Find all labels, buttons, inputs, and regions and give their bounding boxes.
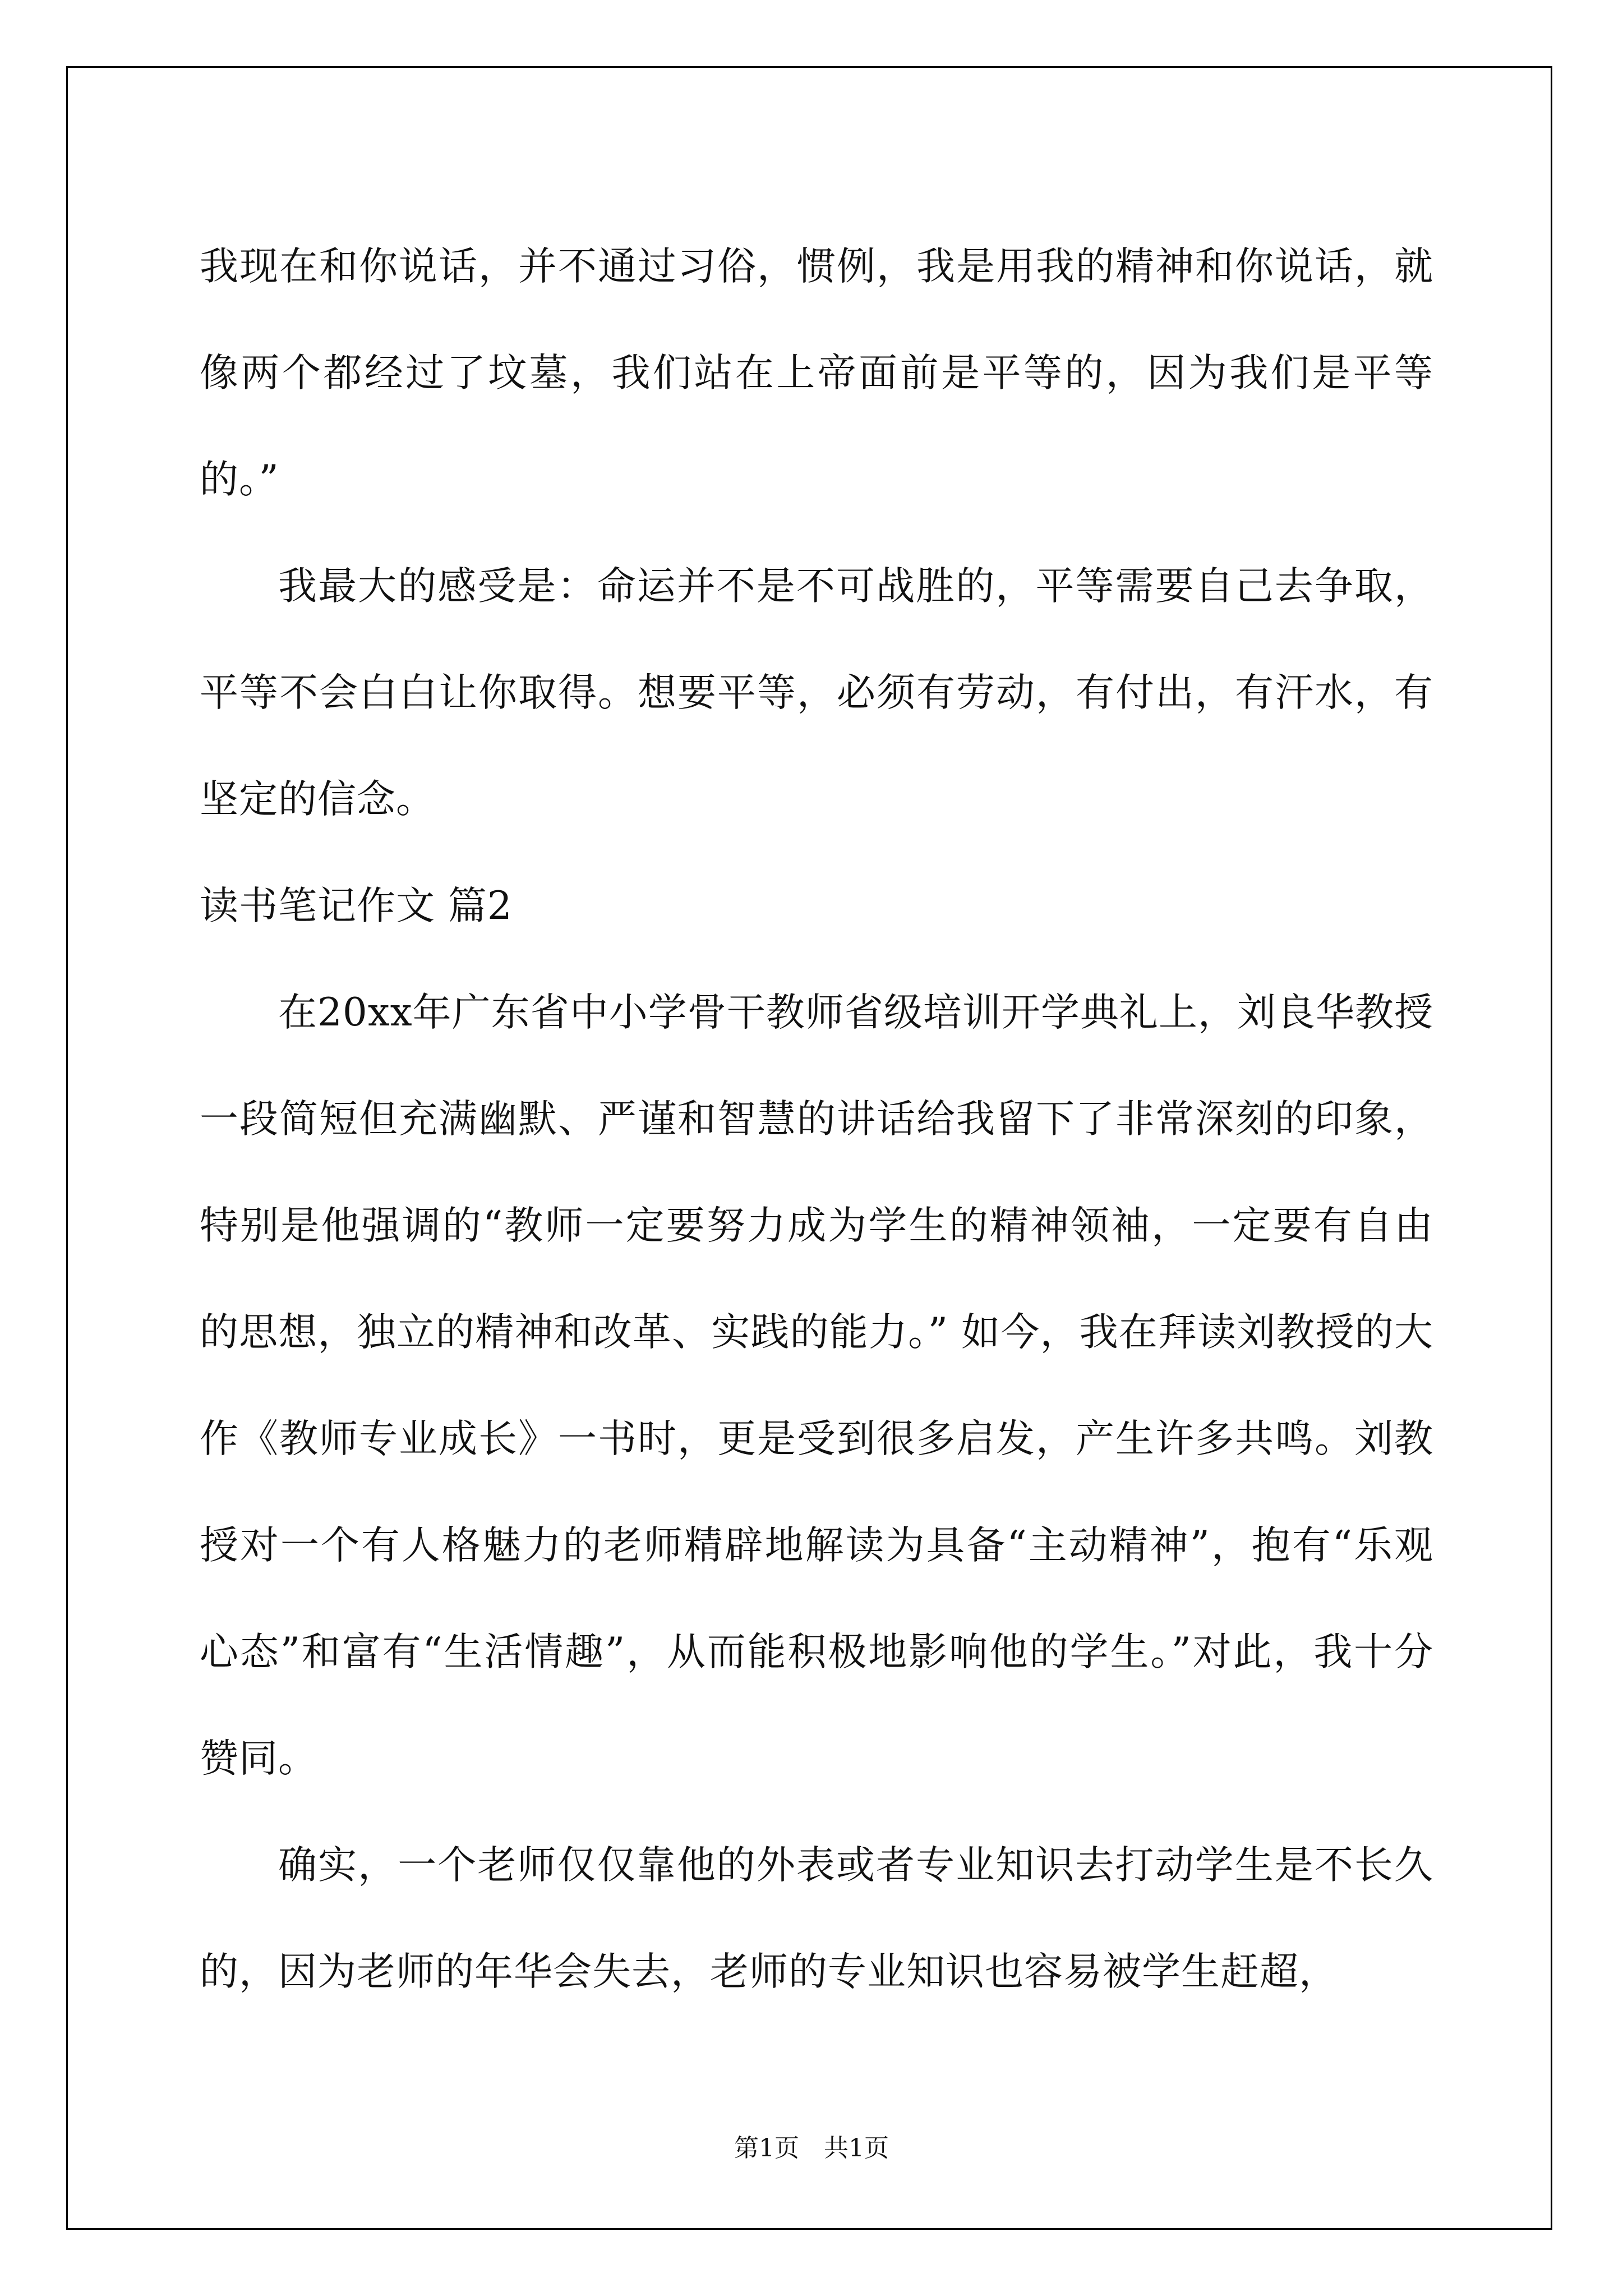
page-number-footer: 第1页 共1页 — [734, 2134, 889, 2162]
paragraph: 我最大的感受是：命运并不是不可战胜的，平等需要自己去争取，平等不会白白让你取得。想要平等，必须有劳动，有付出，有汗水，有坚定的信念。 — [200, 564, 1433, 822]
paragraph: 我现在和你说话，并不通过习俗，惯例，我是用我的精神和你说话，就像两个都经过了坟墓，我们站在上帝面前是平等的，因为我们是平等的。” — [200, 244, 1433, 502]
section-heading: 读书笔记作文 篇2 — [200, 884, 513, 928]
paragraph: 确实，一个老师仅仅靠他的外表或者专业知识去打动学生是不长久的，因为老师的年华会失去，老师的专业知识也容易被学生赶超， — [200, 1843, 1433, 1994]
paragraph: 在20xx年广东省中小学骨干教师省级培训开学典礼上，刘良华教授一段简短但充满幽默、严谨和智慧的讲话给我留下了非常深刻的印象，特别是他强调的“教师一定要努力成为学生的精神领袖，一定要有自由的思想，独立的精神和改革、实践的能力。” 如今，我在拜读刘教授的大作《教师专业成长》一书时，更是受到很多启发，产生许多共鸣。刘教授对一个有人格魅力的老师精辟地解读为具备“主动精神”，抱有“乐观心态”和富有“生活情趣”，从而能积极地影响他的学生。”对此，我十分赞同。 — [200, 990, 1433, 1781]
document-body — [200, 213, 1433, 2025]
